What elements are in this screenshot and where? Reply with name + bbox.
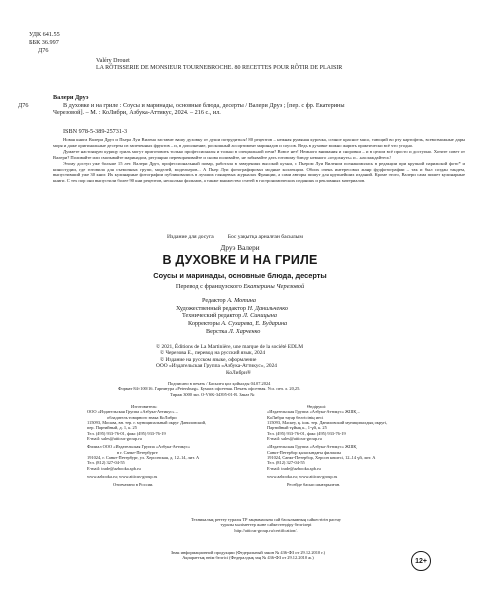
address-line: Тел. (495) 933-76-01, факс (495) 933-76-19 <box>87 430 166 436</box>
address-line: 191024, г. Санкт-Петербург, ул. Херсонская, д. 12–14, лит. А <box>87 455 200 461</box>
law-line: Ақпараттық өнім белгісі (Федералдық заң № 436-ФЗ от 29.12.2010 ж.) <box>182 555 314 561</box>
copyright-line: КоЛибри® <box>226 369 251 376</box>
classification-codes <box>29 31 60 55</box>
publisher-columns <box>87 404 437 514</box>
copyright-line: © Черезова Е., перевод на русский язык, 2024 <box>160 350 266 357</box>
printed-in: Отпечатано в России. <box>113 482 154 488</box>
original-author: Valéry Drouet <box>96 58 130 64</box>
credit-role: Технический редактор <box>182 312 242 320</box>
edition-type-ru: Издание для досуга <box>167 234 214 240</box>
credit-name: Н. Данильченко <box>247 304 289 312</box>
annotation-paragraph: Новая книга Валери Друэ и Пьера Луи Вилена заставит вашу духовку от души потрудиться! 80 рецептов – нежная румяная курочка, сочное красное мясо, тающий во рту картофель, всевозможные дары моря и даже оригинальные десерты из запеченных фруктов – и, в дополнение, роскошный ассортимент маринадов и соусов. Ведь в духовке можно жарить практически всё что угодно. <box>53 137 465 148</box>
certification-link: http://atticus-group.ru/certification/. <box>234 527 298 533</box>
translation-prefix: Перевод с французского <box>175 283 242 290</box>
address-line: E-mail: trade@azbooka.spb.ru <box>87 465 141 471</box>
catalog-author: Валери Друэ <box>53 94 89 101</box>
credit-row <box>176 312 376 320</box>
udk-code: УДК 641.55 <box>29 31 60 38</box>
manufacturer-ru <box>87 404 227 488</box>
credits <box>176 297 376 336</box>
credit-role: Корректоры <box>188 320 220 328</box>
address-line: 115093, Москва, вн. тер. г. муниципальный округ Даниловский, <box>87 420 207 426</box>
publishing-line: Формат 84×100/16. Гарнитура «Petersburg». Бумага офсетная. Печать офсетная. Усл. печ. л. 20,25. <box>118 386 301 392</box>
annotation-paragraph: Думаете настоящую курицу гриль могут приготовить только профессионалы и только в специальной печи? Вовсе нет! Немного внимания и сноровки – и в целом всё просто и доступно. Хотите совет от Валери? Поливайте или смазывайте маринадом, регулярно переворачивайте и снова поливайте, не забывайте дать готовому блюду немного «отдохнуть» и…наслаждайтесь! <box>53 148 465 160</box>
address-line: E-mail: sales@atticus-group.ru <box>267 436 322 442</box>
address-line: E-mail: trade@azbooka.spb.ru <box>267 465 321 471</box>
copyright-block <box>156 344 406 376</box>
manufacturer-kz <box>267 404 407 488</box>
publishing-line: Подписано в печать / Басылға қол қойылды 04.07.2024 <box>168 381 271 386</box>
translation-credit <box>0 283 480 290</box>
address-line: Тел. (812) 327-04-55 <box>267 460 305 466</box>
original-edition <box>96 58 461 73</box>
edition-type-kz: Бос уақытқа арналған басылым <box>227 234 303 240</box>
address-line: КоЛибри тауар белгісінің иесі <box>267 414 324 420</box>
law-line: Знак информационной продукции (Федеральный закон № 436-ФЗ от 29.12.2010 г.) <box>170 550 326 555</box>
catalog-entry <box>53 94 463 117</box>
address-line: в г. Санкт-Петербурге <box>117 449 158 455</box>
original-title: LA RÔTISSERIE DE MONSIEUR TOURNEBROCHE. 80 RECETTES POUR RÔTIR DE PLAISIR <box>96 65 343 72</box>
credit-row <box>176 328 376 336</box>
edition-type <box>167 234 407 240</box>
translator-name: Екатерины Черезовой <box>243 283 305 290</box>
publishing-line: Тираж 3000 экз. O-VSK-34395-01-R. Заказ № <box>170 391 255 397</box>
column-heading: Изготовитель: <box>131 404 158 409</box>
annotation-paragraph: Этому доступ уже больше 15 лет. Валери Друэ, профессиональный повар, работала в заведениях высокой кухни, с Пьером Луи Виленом познакомилась в редакции при крупной парижской фото* и киностудии, где готовила для съемочных групп, моделей, модельеров... А Пьер Луи фотографировал модные коллекции. Обоих очень интересовал жанр фудфотографии – так и был создан тандем, выпустивший уже 30 книг. Их кулинарные фотографии публиковались в лучших глянцевых журналах Франции, а сами авторы пишут для крупнейших изданий. Кроме этого, Валери сама пишет кулинарные книги. С тех пор они выпустили более 90 кни рецептов, несколько фильмов, а также множество статей в гастрономических изданиях и рекламных материалов. <box>53 160 465 184</box>
copyright-line: © 2021, Éditions de La Martinière, une marque de la société EDLM <box>156 344 304 350</box>
printed-in: Ресейде басып шығарылған. <box>287 482 341 488</box>
website-line: www.azbooka.ru; www.atticus-group.ru <box>267 474 338 480</box>
title-author: Друэ Валери <box>220 244 260 252</box>
side-code: Д76 <box>18 102 29 109</box>
credit-name: А. Сухарева, Е. Бударина <box>221 320 288 328</box>
credit-name: Л. Синицына <box>242 312 277 320</box>
credit-row <box>176 297 376 305</box>
annotation <box>53 137 465 184</box>
address-line: Санкт-Петербор қаласындағы филиалы <box>267 449 341 455</box>
copyright-line: © Издание на русском языке, оформление <box>160 356 257 363</box>
catalog-entry-line: В духовке и на гриле : Соусы и маринады, основные блюда, десерты / Валери Друэ ; [пер. с фр. Екатерины <box>63 101 345 109</box>
address-line: ООО «Издательская Группа «Азбука-Аттикус» – <box>87 409 178 415</box>
address-line: «Издательская Группа «Азбука-Аттикус» ЖШҚ – <box>267 409 360 415</box>
age-rating-badge: 12+ <box>411 551 431 571</box>
credit-name: Л. Харченко <box>228 327 261 335</box>
address-line: 191024, Санкт-Петербор, Херсон көшесі, 12–14 үй, лит. А <box>267 455 376 461</box>
credit-row <box>176 320 376 328</box>
credit-name: А. Мотина <box>227 297 256 304</box>
address-line: обладатель товарного знака КоЛибри <box>107 414 177 420</box>
certification-line: Техникалық реттеу туралы ТР заңнамасына сай басылымның сәйкестігін растау <box>191 517 341 522</box>
address-line: «Издательская Группа «Азбука-Аттикус» ЖШҚ <box>267 444 357 450</box>
address-line: Тел. (812) 327-04-55 <box>87 460 125 466</box>
address-line: 115093, Мәскеу, қ. ішк. тер. Даниловский муниципалдық округі, <box>267 420 388 426</box>
copyright-line: ООО «Издательская Группа «Азбука-Аттикус», 2024 <box>156 363 277 370</box>
website-line: www.azbooka.ru; www.atticus-group.ru <box>87 474 158 480</box>
book-title: В ДУХОВКЕ И НА ГРИЛЕ <box>162 253 318 267</box>
certification-note <box>156 517 376 533</box>
publishing-info <box>118 381 338 397</box>
address-line: Тел. (495) 933-76-01, факс (495) 933-76-19 <box>267 430 346 436</box>
credit-role: Редактор <box>202 297 226 304</box>
info-product-law <box>98 550 398 561</box>
isbn: ISBN 978-5-389-25731-3 <box>63 128 128 135</box>
book-subtitle: Соусы и маринады, основные блюда, десерты <box>153 271 327 280</box>
credit-role: Художественный редактор <box>176 304 246 312</box>
catalog-entry-line: Черезовой]. – М. : КоЛибри, Азбука-Аттикус, 2024. – 216 с., ил. <box>53 109 221 117</box>
address-line: Партийный тұйық к., 1-үй, к. 25 <box>267 425 327 431</box>
certification-line: туралы мәліметтер және сәйкестендіру белгілері <box>220 522 312 528</box>
author-code: Д76 <box>38 47 49 54</box>
bbk-code: ББК 36.997 <box>29 39 59 46</box>
address-line: Филиал ООО «Издательская Группа «Азбука-Аттикус» <box>87 444 191 450</box>
address-line: пер. Партийный, д. 1, к. 25 <box>87 425 137 431</box>
credit-role: Верстка <box>206 327 228 335</box>
credit-row <box>176 305 376 313</box>
address-line: E-mail: sales@atticus-group.ru <box>87 436 142 442</box>
column-heading: Өндіруші: <box>307 404 327 409</box>
